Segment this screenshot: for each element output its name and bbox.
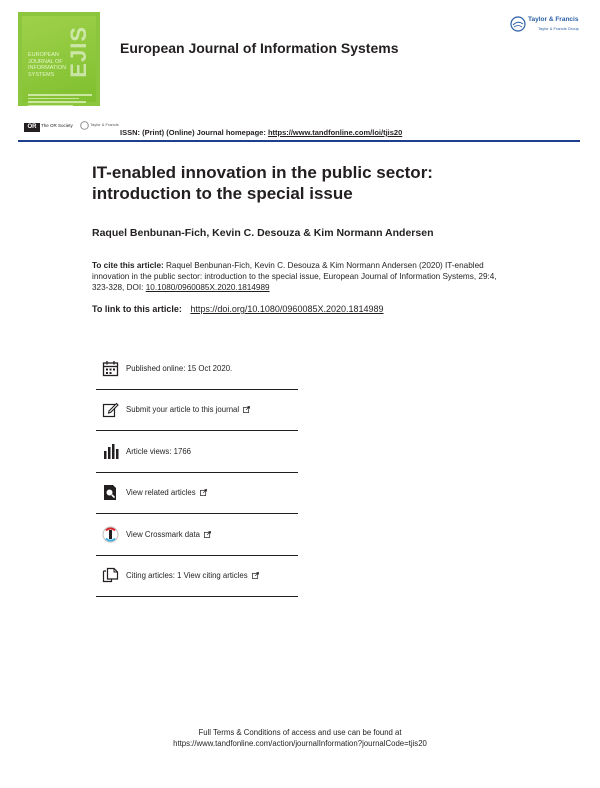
article-authors: Raquel Benbunan-Fich, Kevin C. Desouza & Kim Normann Andersen xyxy=(92,227,434,239)
document-search-icon xyxy=(100,483,120,503)
or-society-logo: OR xyxy=(24,123,40,132)
publisher-globe-icon xyxy=(510,16,526,32)
publisher-name: Taylor & Francis xyxy=(528,16,579,23)
publisher-group: Taylor & Francis Group xyxy=(538,26,579,31)
metric-submit-article[interactable] xyxy=(96,390,298,432)
journal-homepage-link[interactable]: https://www.tandfonline.com/loi/tjis20 xyxy=(267,128,403,137)
cover-abbreviation: EJIS xyxy=(66,26,91,78)
article-metrics-list xyxy=(96,348,298,597)
edit-icon xyxy=(100,400,120,420)
cover-decoration xyxy=(28,94,92,106)
header-rule xyxy=(18,140,580,142)
metric-related-articles[interactable] xyxy=(96,473,298,515)
footer-terms-link[interactable]: https://www.tandfonline.com/action/journalInformation?journalCode=tjis20 xyxy=(173,739,427,748)
publisher-logo[interactable] xyxy=(510,14,582,38)
citation-block xyxy=(92,260,512,293)
metric-article-views xyxy=(96,431,298,473)
metric-label: Citing articles: 1 View citing articles xyxy=(126,571,248,581)
metric-label: Published online: 15 Oct 2020. xyxy=(126,363,233,373)
external-link-icon xyxy=(252,572,259,579)
citation-text: Raquel Benbunan-Fich, Kevin C. Desouza & Kim Normann Andersen (2020) IT-enabled innovation in the public sector: introduction to the special issue, European Journal of Information Systems, 29:4, 323-328, DOI: xyxy=(92,261,497,292)
calendar-icon xyxy=(100,358,120,378)
external-link-icon xyxy=(200,489,207,496)
article-title: IT-enabled innovation in the public sector: introduction to the special issue xyxy=(92,163,433,203)
taylor-francis-small-name: Taylor & Francis xyxy=(90,122,119,127)
external-link-icon xyxy=(243,406,250,413)
external-link-icon xyxy=(204,531,211,538)
citation-label: To cite this article: xyxy=(92,261,164,270)
link-label: To link to this article: xyxy=(92,304,182,314)
taylor-francis-small-icon xyxy=(80,121,89,130)
issn-line xyxy=(120,128,402,137)
metric-label: View related articles xyxy=(126,488,196,498)
or-society-name: The OR Society xyxy=(41,123,73,128)
metric-label: Article views: 1766 xyxy=(126,446,192,456)
cover-journal-title: EUROPEAN JOURNAL OF INFORMATION SYSTEMS xyxy=(28,52,67,78)
article-doi-link[interactable] xyxy=(190,304,383,314)
article-link-line xyxy=(92,304,384,314)
crossmark-icon xyxy=(100,524,120,544)
citation-doi-link[interactable]: 10.1080/0960085X.2020.1814989 xyxy=(145,283,270,292)
metric-crossmark[interactable] xyxy=(96,514,298,556)
metric-published-online xyxy=(96,348,298,390)
issn-label: ISSN: (Print) (Online) Journal homepage: xyxy=(120,128,266,137)
journal-title: European Journal of Information Systems xyxy=(120,40,399,56)
metric-citing-articles[interactable] xyxy=(96,556,298,598)
cover-art xyxy=(22,16,96,102)
footer-terms-text: Full Terms & Conditions of access and use can be found at xyxy=(198,728,402,737)
bar-chart-icon xyxy=(100,441,120,461)
article-doi-url: https://doi.org/10.1080/0960085X.2020.1814989 xyxy=(190,304,384,314)
metric-label: Submit your article to this journal xyxy=(126,405,240,415)
copy-icon xyxy=(100,566,120,586)
footer xyxy=(0,727,600,749)
metric-label: View Crossmark data xyxy=(126,529,200,539)
journal-cover xyxy=(18,12,100,106)
